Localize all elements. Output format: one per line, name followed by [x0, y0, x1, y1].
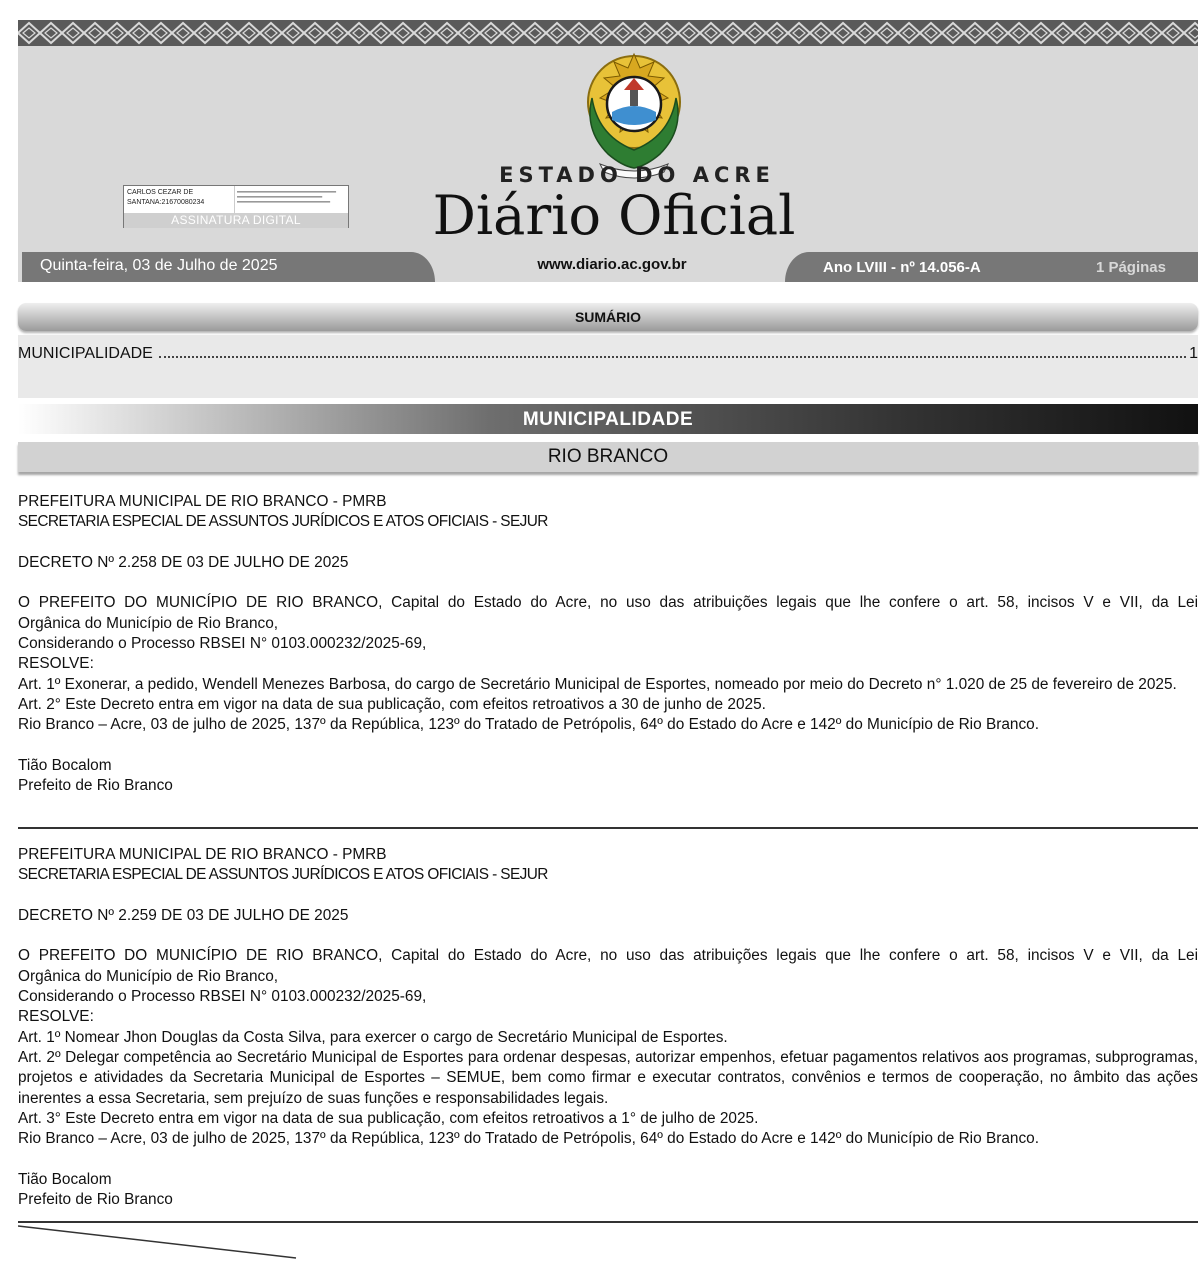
- decree-dept: SECRETARIA ESPECIAL DE ASSUNTOS JURÍDICOS E ATOS OFICIAIS - SEJUR: [18, 866, 548, 884]
- summary-entry-label: MUNICIPALIDADE: [18, 345, 153, 362]
- page-count: 1 Páginas: [1095, 259, 1166, 276]
- info-bar: [18, 250, 1198, 282]
- decree-considering: Considerando o Processo RBSEI N° 0103.000232/2025-69,: [18, 988, 427, 1006]
- edition-number: Ano LVIII - nº 14.056-A: [823, 259, 981, 276]
- signature-fine-print-icon: [237, 189, 346, 209]
- decree-closing: Rio Branco – Acre, 03 de julho de 2025, 137º da República, 123º do Tratado de Petrópolis, 64º do Estado do Acre e 142º do Município de Rio Branco.: [18, 1130, 1039, 1148]
- section-header: MUNICIPALIDADE: [18, 404, 1198, 434]
- dot-leader: [159, 356, 1186, 358]
- decree-number: DECRETO Nº 2.259 DE 03 DE JULHO DE 2025: [18, 906, 349, 924]
- signature-label: ASSINATURA DIGITAL: [124, 213, 348, 228]
- divider: [18, 1221, 1198, 1223]
- decree-signer: Tião Bocalom: [18, 1170, 112, 1188]
- decree-resolve: RESOLVE:: [18, 1008, 94, 1026]
- decree-preamble-line2: Orgânica do Município de Rio Branco,: [18, 614, 279, 632]
- summary-box: [18, 335, 1198, 398]
- decree-block: [18, 492, 1198, 796]
- decree-article: Art. 2° Este Decreto entra em vigor na data de sua publicação, com efeitos retroativos a 30 de junho de 2025.: [18, 695, 766, 713]
- summary-entry[interactable]: [18, 345, 1198, 363]
- decree-preamble-line1: O PREFEITO DO MUNICÍPIO DE RIO BRANCO, Capital do Estado do Acre, no uso das atribuições legais que lhe confere o art. 58, incisos V e VII, da Lei: [18, 947, 1198, 965]
- digital-signature-box: [123, 185, 349, 228]
- decree-signer: Tião Bocalom: [18, 756, 112, 774]
- zigzag-border: [18, 20, 1198, 46]
- decree-preamble-line2: Orgânica do Município de Rio Branco,: [18, 967, 279, 985]
- decree-article: Art. 2º Delegar competência ao Secretário Municipal de Esportes para ordenar despesas, autorizar empenhos, efetuar pagamentos relativos aos programas, subprogramas, projetos e atividades da Secretaria Municipal de Esportes – SEMUE, bem como firmar e executar contratos, convênios e termos de cooperação, no âmbito das ações inerentes a essa Secretaria, sem prejuízo de suas funções e responsabilidades legais.: [18, 1048, 1198, 1107]
- masthead: [18, 20, 1198, 282]
- decree-org: PREFEITURA MUNICIPAL DE RIO BRANCO - PMRB: [18, 493, 387, 510]
- decree-block: [18, 845, 1198, 1210]
- decree-preamble-line1: O PREFEITO DO MUNICÍPIO DE RIO BRANCO, Capital do Estado do Acre, no uso das atribuições legais que lhe confere o art. 58, incisos V e VII, da Lei: [18, 594, 1198, 612]
- decree-number: DECRETO Nº 2.258 DE 03 DE JULHO DE 2025: [18, 553, 349, 571]
- signature-name: CARLOS CEZAR DE SANTANA:21670080234: [127, 189, 205, 206]
- subsection-header: RIO BRANCO: [18, 442, 1198, 472]
- edition-pill: [785, 252, 1198, 282]
- decree-org: PREFEITURA MUNICIPAL DE RIO BRANCO - PMRB: [18, 846, 387, 863]
- decree-article: Art. 1º Exonerar, a pedido, Wendell Menezes Barbosa, do cargo de Secretário Municipal de Esportes, nomeado por meio do Decreto n° 1.020 de 25 de fevereiro de 2025.: [18, 675, 1177, 693]
- website-link[interactable]: www.diario.ac.gov.br: [537, 256, 687, 273]
- divider: [18, 827, 1198, 829]
- decree-dept: SECRETARIA ESPECIAL DE ASSUNTOS JURÍDICOS E ATOS OFICIAIS - SEJUR: [18, 513, 548, 531]
- decree-article: Art. 3° Este Decreto entra em vigor na data de sua publicação, com efeitos retroativos a 1° de julho de 2025.: [18, 1109, 759, 1127]
- decree-signer-title: Prefeito de Rio Branco: [18, 1191, 173, 1209]
- decree-resolve: RESOLVE:: [18, 655, 94, 673]
- decree-closing: Rio Branco – Acre, 03 de julho de 2025, 137º da República, 123º do Tratado de Petrópolis, 64º do Estado do Acre e 142º do Município de Rio Branco.: [18, 716, 1039, 734]
- publication-date: Quinta-feira, 03 de Julho de 2025: [22, 252, 435, 282]
- summary-title: SUMÁRIO: [18, 303, 1198, 331]
- decree-article: Art. 1º Nomear Jhon Douglas da Costa Silva, para exercer o cargo de Secretário Municipal de Esportes.: [18, 1028, 728, 1046]
- decorative-tail-line: [18, 1224, 298, 1264]
- decree-signer-title: Prefeito de Rio Branco: [18, 777, 173, 795]
- signature-detail: [234, 186, 348, 213]
- decree-considering: Considerando o Processo RBSEI N° 0103.000232/2025-69,: [18, 635, 427, 653]
- state-name: ESTADO DO ACRE: [499, 163, 775, 187]
- summary-entry-page: 1: [1189, 345, 1198, 362]
- publication-title: Diário Oficial: [432, 184, 796, 247]
